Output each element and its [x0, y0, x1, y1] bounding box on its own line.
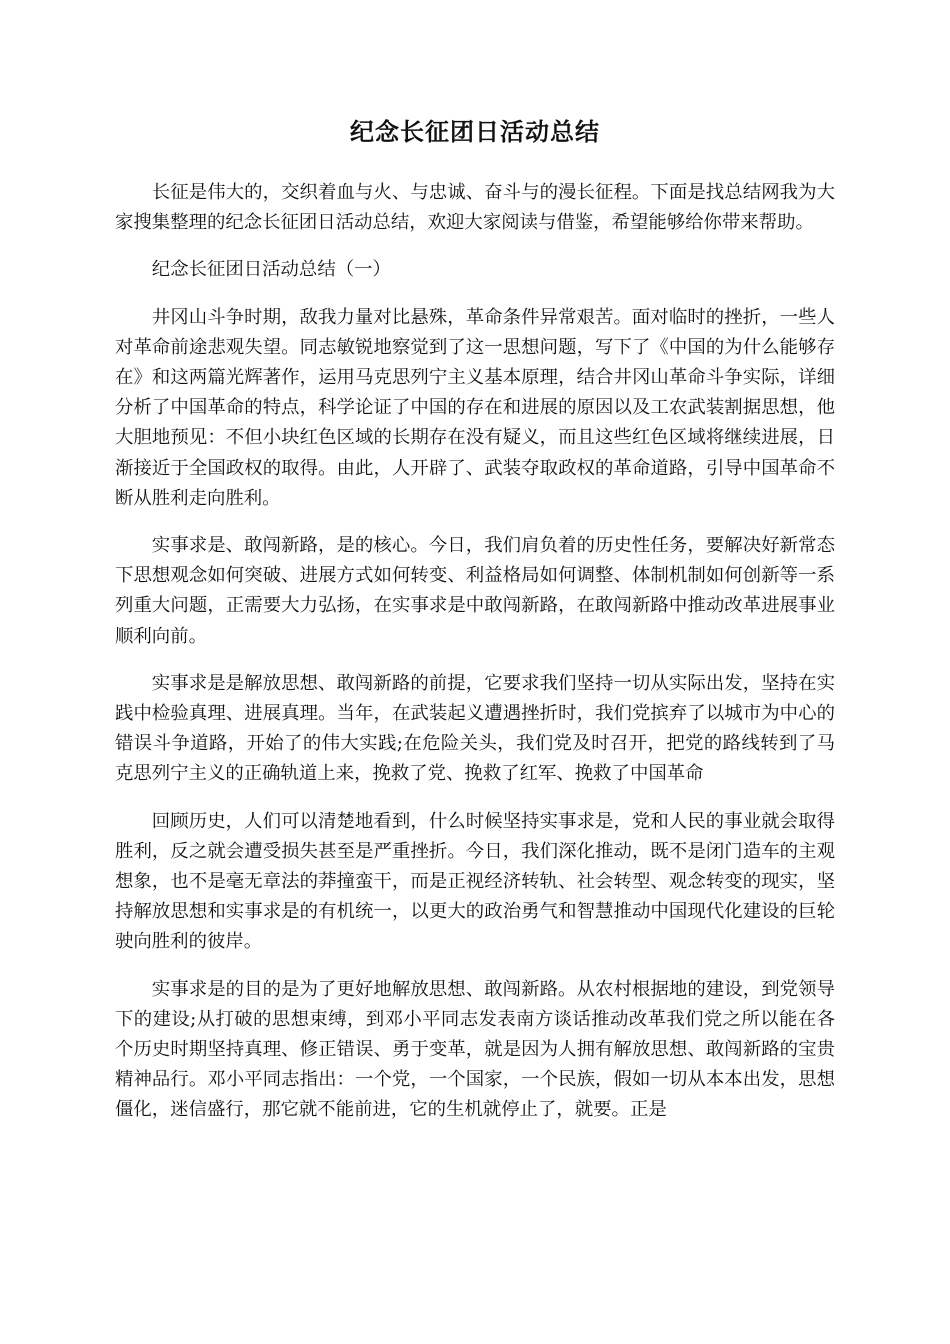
paragraph-purpose: 实事求是的目的是为了更好地解放思想、敢闯新路。从农村根据地的建设，到党领导下的建设;从打破的思想束缚，到邓小平同志发表南方谈话推动改革我们党之所以能在各个历史时期坚持真理、修正错误、勇于变革，就是因为人拥有解放思想、敢闯新路的宝贵精神品行。邓小平同志指出：一个党，一个国家，一个民族，假如一切从本本出发，思想僵化，迷信盛行，那它就不能前进，它的生机就停止了，就要。正是	[115, 978, 835, 1121]
paragraph-jinggangshan: 井冈山斗争时期，敌我力量对比悬殊，革命条件异常艰苦。面对临时的挫折，一些人对革命前途悲观失望。同志敏锐地察觉到了这一思想问题，写下了《中国的为什么能够存在》和这两篇光辉著作，运用马克思列宁主义基本原理，结合井冈山革命斗争实际，详细分析了中国革命的特点，科学论证了中国的存在和进展的原因以及工农武装割据思想，他大胆地预见：不但小块红色区域的长期存在没有疑义，而且这些红色区域将继续进展，日渐接近于全国政权的取得。由此，人开辟了、武装夺取政权的革命道路，引导中国革命不断从胜利走向胜利。	[115, 306, 835, 509]
paragraph-history: 回顾历史，人们可以清楚地看到，什么时候坚持实事求是，党和人民的事业就会取得胜利，反之就会遭受损失甚至是严重挫折。今日，我们深化推动，既不是闭门造车的主观想象，也不是毫无章法的莽撞蛮干，而是正视经济转轨、社会转型、观念转变的现实，坚持解放思想和实事求是的有机统一，以更大的政治勇气和智慧推动中国现代化建设的巨轮驶向胜利的彼岸。	[115, 810, 835, 953]
document-page	[115, 112, 835, 1143]
paragraph-premise: 实事求是是解放思想、敢闯新路的前提，它要求我们坚持一切从实际出发，坚持在实践中检验真理、进展真理。当年，在武装起义遭遇挫折时，我们党摈弃了以城市为中心的错误斗争道路，开始了的伟大实践;在危险关头，我们党及时召开，把党的路线转到了马克思列宁主义的正确轨道上来，挽救了党、挽救了红军、挽救了中国革命	[115, 672, 835, 785]
section-heading: 纪念长征团日活动总结（一）	[151, 259, 391, 281]
document-title: 纪念长征团日活动总结	[350, 118, 600, 146]
paragraph-core: 实事求是、敢闯新路，是的核心。今日，我们肩负着的历史性任务，要解决好新常态下思想观念如何突破、进展方式如何转变、利益格局如何调整、体制机制如何创新等一系列重大问题，正需要大力弘扬，在实事求是中敢闯新路，在敢闯新路中推动改革进展事业顺利向前。	[115, 535, 835, 647]
paragraph-intro: 长征是伟大的，交织着血与火、与忠诚、奋斗与的漫长征程。下面是找总结网我为大家搜集整理的纪念长征团日活动总结，欢迎大家阅读与借鉴，希望能够给你带来帮助。	[115, 182, 835, 234]
